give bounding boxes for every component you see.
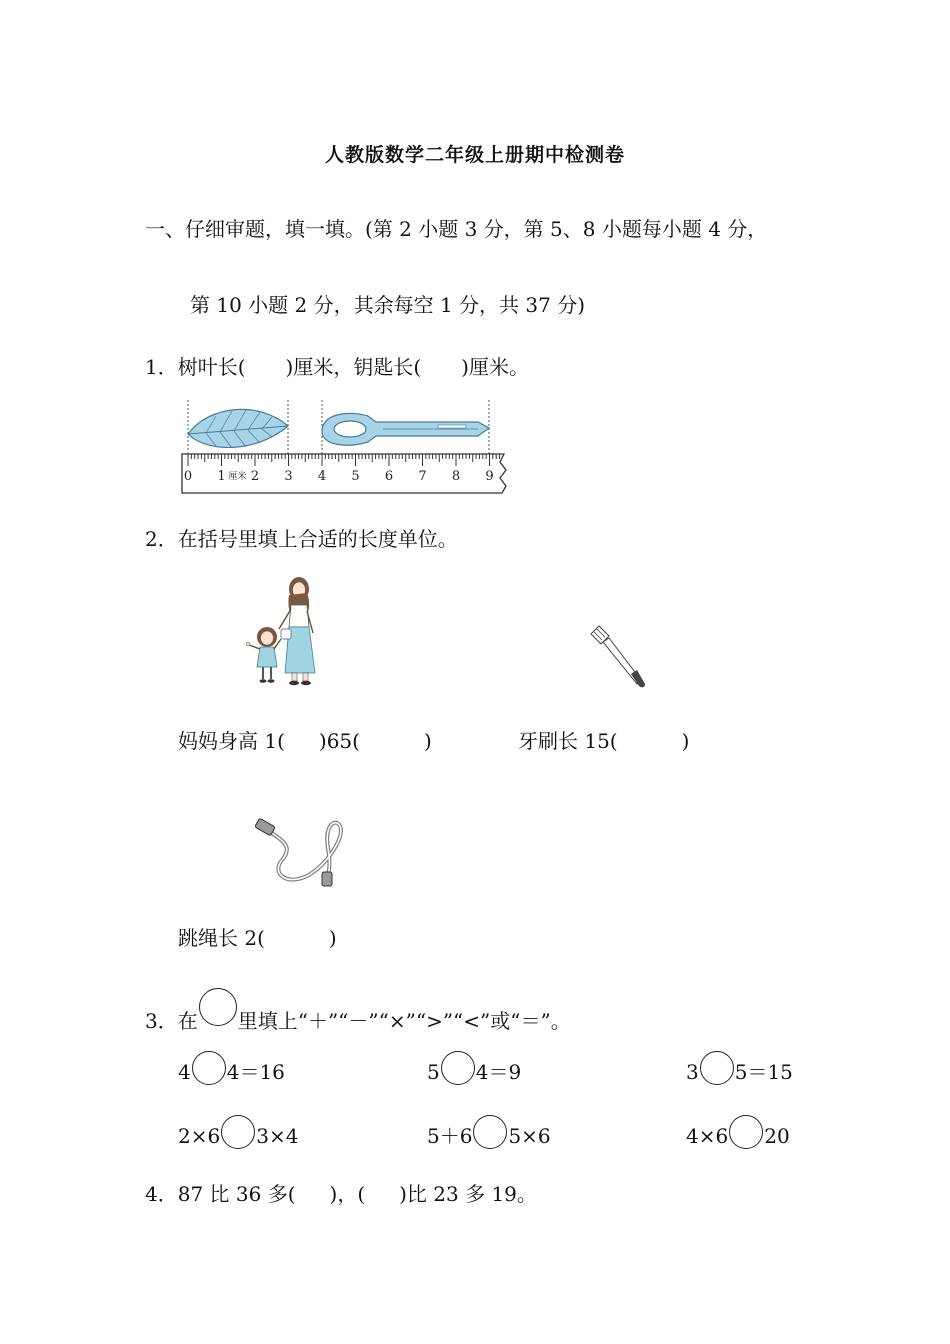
question-text: )65( <box>318 729 360 753</box>
question-text: 妈妈身高 1( <box>178 729 285 753</box>
expression-left: 3 <box>686 1060 699 1084</box>
question-text: 在括号里填上合适的长度单位。 <box>177 527 458 551</box>
ruler-label: 4 <box>317 469 327 484</box>
question-text: ) <box>681 729 690 753</box>
expression-right: 5＝15 <box>734 1060 793 1084</box>
expression-left: 5＋6 <box>427 1124 473 1148</box>
toothbrush-length-item <box>518 725 689 754</box>
question-text: 在 <box>177 1009 198 1033</box>
question-1 <box>145 351 529 380</box>
toothbrush-icon <box>587 624 649 690</box>
question-text: 里填上“＋”“－”“×”“>”“<”或“＝”。 <box>237 1009 571 1033</box>
expression-left: 4×6 <box>686 1124 729 1148</box>
compare-item-4 <box>178 1115 298 1149</box>
expression-left: 4 <box>178 1060 191 1084</box>
section-heading-line2: 第 10 小题 2 分，其余每空 1 分，共 37 分) <box>190 293 586 317</box>
circle-icon <box>199 988 237 1026</box>
ruler-label: 0 <box>183 469 193 484</box>
question-text: )厘米，钥匙长( <box>285 355 422 379</box>
ruler-label: 8 <box>451 469 461 484</box>
expression-left: 5 <box>427 1060 440 1084</box>
question-3 <box>145 988 571 1034</box>
question-text: )比 23 多 19。 <box>399 1182 537 1206</box>
compare-item-1 <box>178 1051 285 1085</box>
key-icon <box>322 413 489 445</box>
page-title: 人教版数学二年级上册期中检测卷 <box>324 144 625 166</box>
ruler-label: 7 <box>418 469 427 484</box>
question-number: 2． <box>145 527 178 551</box>
compare-item-2 <box>427 1051 521 1085</box>
compare-item-6 <box>686 1115 790 1149</box>
question-4 <box>145 1178 537 1207</box>
ruler-label: 2 <box>250 469 260 484</box>
jump-rope-length-item <box>178 922 337 951</box>
expression-right: 4＝16 <box>226 1060 285 1084</box>
question-number: 3． <box>145 1009 178 1033</box>
ruler-label: 6 <box>384 469 394 484</box>
expression-right: 5×6 <box>508 1124 551 1148</box>
mother-and-child-illustration <box>243 573 323 688</box>
ruler-label: 5 <box>351 469 360 484</box>
answer-circle[interactable] <box>473 1115 507 1149</box>
answer-circle[interactable] <box>700 1051 734 1085</box>
answer-circle[interactable] <box>221 1115 255 1149</box>
leaf-key-ruler-illustration <box>178 398 510 496</box>
expression-left: 2×6 <box>178 1124 221 1148</box>
answer-circle[interactable] <box>441 1051 475 1085</box>
answer-circle[interactable] <box>729 1115 763 1149</box>
question-2 <box>145 523 458 552</box>
expression-right: 4＝9 <box>475 1060 522 1084</box>
leaf-icon <box>188 409 288 448</box>
answer-circle[interactable] <box>192 1051 226 1085</box>
question-number: 1． <box>145 355 178 379</box>
ruler-unit-label: 厘米 <box>228 472 247 482</box>
question-text: 牙刷长 15( <box>518 729 618 753</box>
question-number: 4． <box>145 1182 178 1206</box>
question-text: )厘米。 <box>461 355 529 379</box>
jump-rope-icon <box>252 818 348 888</box>
mother-height-item <box>178 725 432 754</box>
ruler-label: 3 <box>284 469 293 484</box>
ruler <box>182 454 506 493</box>
question-text: 跳绳长 2( <box>178 926 265 950</box>
ruler-label: 1 <box>217 469 226 484</box>
question-text: 树叶长( <box>177 355 246 379</box>
section-heading-line1: 一、仔细审题，填一填。(第 2 小题 3 分，第 5、8 小题每小题 4 分， <box>145 217 768 241</box>
question-text: 87 比 36 多( <box>177 1182 296 1206</box>
expression-right: 20 <box>764 1124 790 1148</box>
question-text: ) <box>328 926 337 950</box>
ruler-label: 9 <box>485 469 494 484</box>
expression-right: 3×4 <box>256 1124 299 1148</box>
question-text: ) <box>423 729 432 753</box>
compare-item-5 <box>427 1115 551 1149</box>
question-text: )，( <box>329 1182 366 1206</box>
compare-item-3 <box>686 1051 793 1085</box>
